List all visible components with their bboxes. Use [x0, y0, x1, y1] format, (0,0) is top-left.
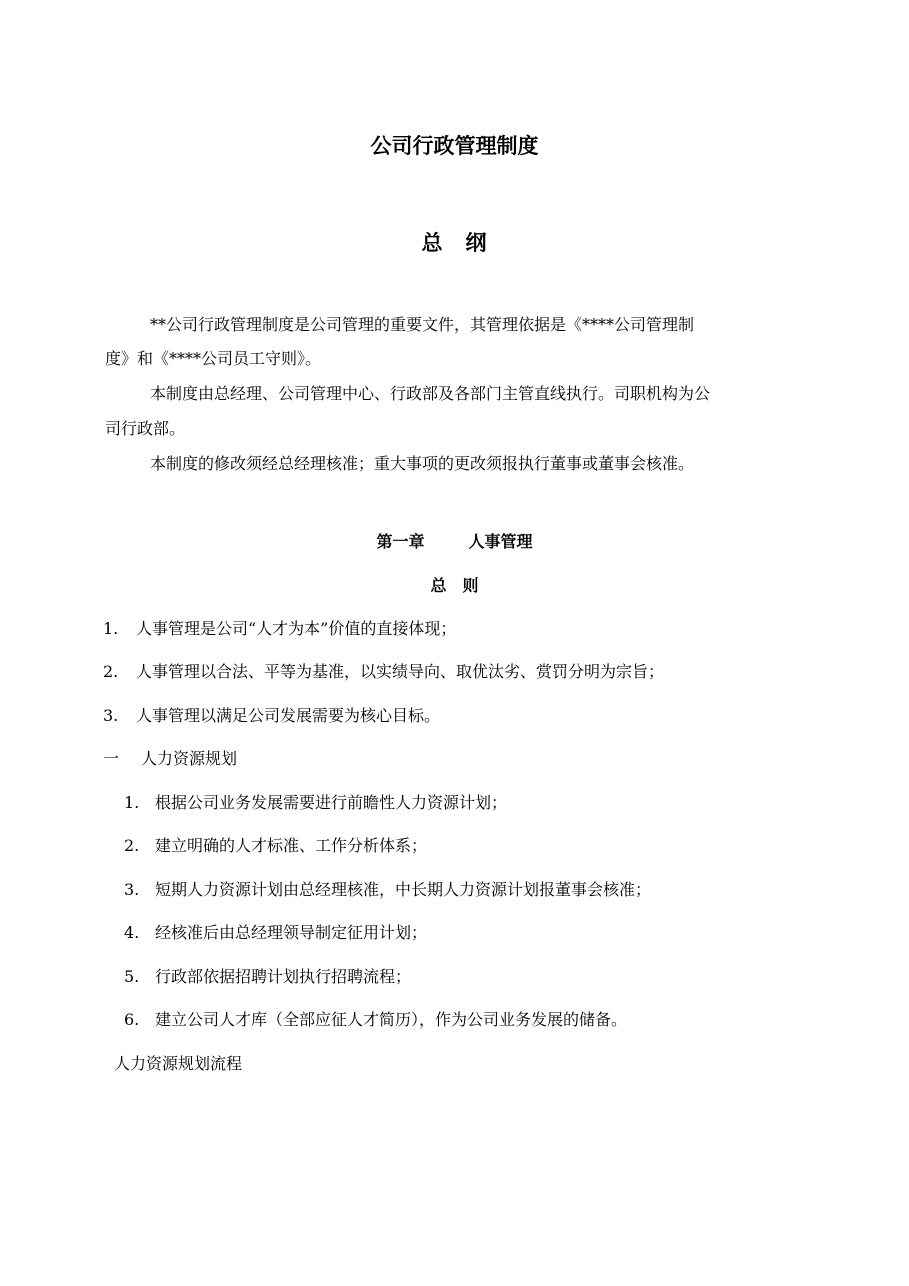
section-item-4 — [124, 923, 427, 943]
general-rule-3 — [103, 706, 440, 726]
list-number: 1. — [124, 793, 140, 812]
list-number: 4. — [124, 923, 140, 942]
general-rule-1 — [103, 619, 456, 639]
intro-line-3: 本制度由总经理、公司管理中心、行政部及各部门主管直线执行。司职机构为公 — [150, 384, 711, 403]
section-item-2 — [124, 836, 427, 856]
intro-line-5: 本制度的修改须经总经理核准；重大事项的更改须报执行董事或董事会核准。 — [150, 454, 695, 473]
chapter-name: 人事管理 — [468, 532, 533, 551]
document-title: 公司行政管理制度 — [370, 134, 539, 158]
section-item-6 — [124, 1010, 627, 1030]
list-text: 行政部依据招聘计划执行招聘流程； — [155, 967, 412, 986]
list-number: 3. — [103, 706, 119, 725]
list-text: 人事管理是公司“人才为本”价值的直接体现； — [136, 619, 457, 638]
list-number: 2. — [124, 836, 140, 855]
list-text: 人事管理以满足公司发展需要为核心目标。 — [136, 706, 441, 725]
list-text: 建立公司人才库（全部应征人才简历），作为公司业务发展的储备。 — [155, 1010, 628, 1029]
list-number: 3. — [124, 880, 140, 899]
list-text: 根据公司业务发展需要进行前瞻性人力资源计划； — [155, 793, 508, 812]
section-number: 一 — [103, 749, 120, 768]
list-number: 6. — [124, 1010, 140, 1029]
list-number: 5. — [124, 967, 140, 986]
intro-line-1: **公司行政管理制度是公司管理的重要文件，其管理依据是《****公司管理制 — [150, 315, 695, 334]
chapter-number: 第一章 — [376, 532, 425, 551]
outline-heading: 总 纲 — [421, 231, 488, 255]
list-text: 建立明确的人才标准、工作分析体系； — [155, 836, 428, 855]
section-item-3 — [124, 880, 651, 900]
list-text: 人事管理以合法、平等为基准，以实绩导向、取优汰劣、赏罚分明为宗旨； — [136, 662, 665, 681]
section-heading — [103, 749, 237, 769]
list-text: 短期人力资源计划由总经理核准，中长期人力资源计划报董事会核准； — [155, 880, 652, 899]
list-number: 1. — [103, 619, 119, 638]
intro-line-4: 司行政部。 — [105, 419, 186, 438]
general-heading: 总 则 — [430, 576, 479, 595]
list-number: 2. — [103, 662, 119, 681]
list-text: 经核准后由总经理领导制定征用计划； — [155, 923, 428, 942]
intro-line-2: 度》和《****公司员工守则》。 — [105, 349, 322, 368]
section-title: 人力资源规划 — [141, 749, 238, 768]
section-item-5 — [124, 967, 411, 987]
section-item-1 — [124, 793, 507, 813]
general-rule-2 — [103, 662, 664, 682]
flow-caption: 人力资源规划流程 — [114, 1054, 243, 1073]
chapter-heading — [0, 532, 909, 552]
